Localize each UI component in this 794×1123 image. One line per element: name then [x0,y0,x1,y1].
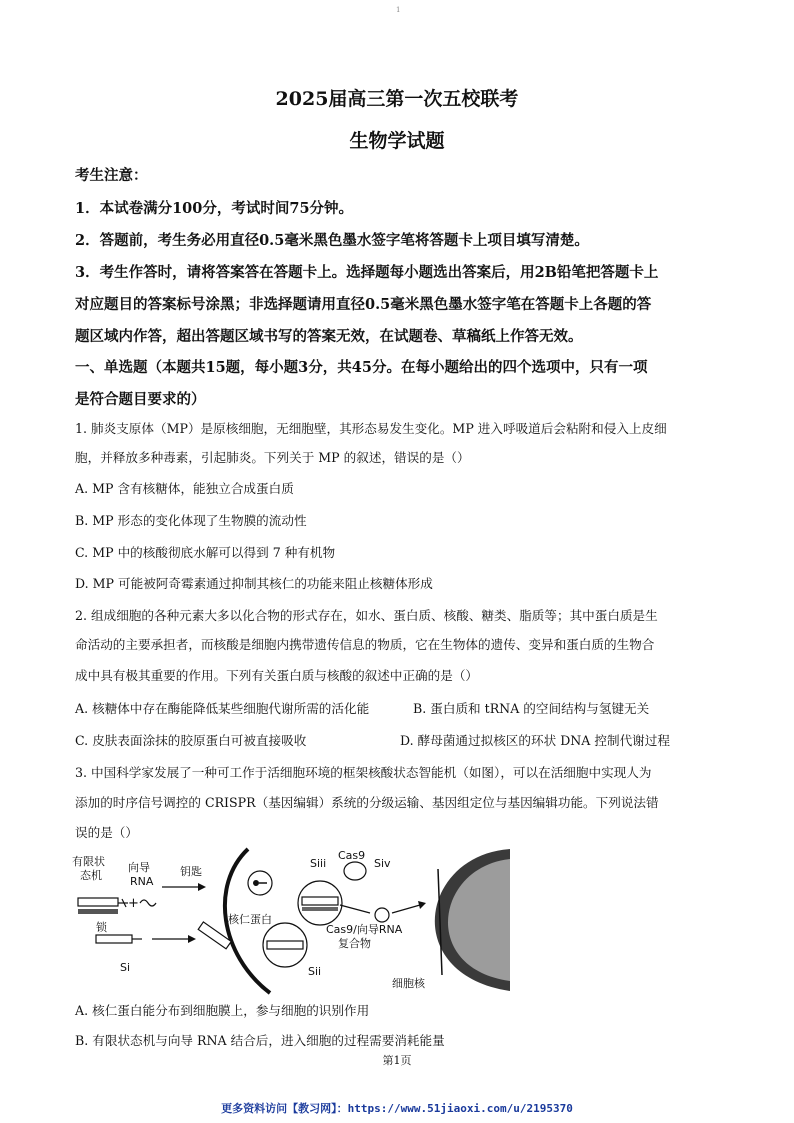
label-si: Si [120,961,131,974]
q2-stem-line-2: 命活动的主要承担者，而核酸是细胞内携带遗传信息的物质，它在生物体的遗传、变异和蛋白质的生物合 [75,637,655,652]
exam-subtitle: 生物学试题 [349,130,445,152]
q1-stem-line-1: 1. 肺炎支原体（MP）是原核细胞，无细胞壁，其形态易发生变化。MP 进入呼吸道后会粘附和侵入上皮细 [75,421,667,436]
label-complex-2: 复合物 [338,937,371,950]
notice-item-3-line-3: 题区域内作答，超出答题区域书写的答案无效，在试题卷、草稿纸上作答无效。 [75,328,583,345]
section-heading-line-1: 一、单选题（本题共15题，每小题3分，共45分。在每小题给出的四个选项中，只有一项 [75,359,648,376]
q3-stem-line-2: 添加的时序信号调控的 CRISPR（基因编辑）系统的分级运输、基因组定位与基因编辑功能。下列说法错 [75,795,659,810]
q3-stem-line-3: 误的是（） [75,825,138,840]
label-nucleus: 细胞核 [392,977,425,990]
q1-option-d: D. MP 可能被阿奇霉素通过抑制其核仁的功能来阻止核糖体形成 [75,576,433,591]
q2-stem-line-3: 成中具有极其重要的作用。下列有关蛋白质与核酸的叙述中正确的是（） [75,668,478,683]
section-heading-line-2: 是符合题目要求的） [75,391,206,408]
page-number: 第1页 [382,1054,412,1067]
label-cas9: Cas9 [338,849,366,862]
q3-figure [70,845,510,995]
label-key: 钥匙 [180,865,202,878]
label-state-machine-2: 态机 [80,869,102,882]
footer-link[interactable]: 更多资料访问【教习网】：https://www.51jiaoxi.com/u/2195370 [221,1102,573,1115]
label-guide-2: RNA [130,875,154,888]
notice-item-3-line-1: 3．考生作答时，请将答案答在答题卡上。选择题每小题选出答案后，用2B铅笔把答题卡上 [75,264,659,281]
state-machine-block [78,898,118,906]
q2-option-b: B. 蛋白质和 tRNA 的空间结构与氢键无关 [413,701,650,716]
notice-heading: 考生注意： [75,167,148,184]
notice-item-3-line-2: 对应题目的答案标号涂黑；非选择题请用直径0.5毫米黑色墨水签字笔在答题卡上各题的答 [75,296,652,313]
svg-text:+: + [128,896,139,911]
complex-icon [375,908,389,922]
q3-stem-line-1: 3. 中国科学家发展了一种可工作于活细胞环境的框架核酸状态智能机（如图），可以在活细胞中实现人为 [75,765,652,780]
q1-option-b: B. MP 形态的变化体现了生物膜的流动性 [75,513,307,528]
q2-stem-line-1: 2. 组成细胞的各种元素大多以化合物的形式存在，如水、蛋白质、核酸、糖类、脂质等；其中蛋白质是生 [75,608,658,623]
label-state-machine-1: 有限状 [72,855,105,868]
si-block [96,935,132,943]
guide-rna-icon [140,900,156,906]
q3-figure-diagram [70,845,510,995]
q3-option-a: A. 核仁蛋白能分布到细胞膜上，参与细胞的识别作用 [75,1003,370,1018]
q1-stem-line-2: 胞，并释放多种毒素，引起肺炎。下列关于 MP 的叙述，错误的是（） [75,450,470,465]
notice-item-2: 2．答题前，考生务必用直径0.5毫米黑色墨水签字笔将答题卡上项目填写清楚。 [75,232,589,249]
label-guide-1: 向导 [128,861,150,874]
label-siv: Siv [374,857,391,870]
cas9-blob [344,862,366,880]
page-header-mark: 1 [396,6,401,14]
notice-item-1: 1．本试卷满分100分，考试时间75分钟。 [75,200,354,217]
q1-option-a: A. MP 含有核糖体，能独立合成蛋白质 [75,481,294,496]
label-nucleolin: 核仁蛋白 [228,913,272,926]
q1-option-c: C. MP 中的核酸彻底水解可以得到 7 种有机物 [75,545,336,560]
label-siii: Siii [310,857,327,870]
label-target-gene: 目标基因 [416,855,460,868]
exam-title: 2025届高三第一次五校联考 [275,88,519,110]
q2-option-d: D. 酵母菌通过拟核区的环状 DNA 控制代谢过程 [400,733,670,748]
q2-option-a: A. 核糖体中存在酶能降低某些细胞代谢所需的活化能 [75,701,370,716]
q2-option-c: C. 皮肤表面涂抹的胶原蛋白可被直接吸收 [75,733,307,748]
label-sii: Sii [308,965,322,978]
label-lock: 锁 [96,921,107,934]
label-complex-1: Cas9/向导RNA [326,923,403,936]
lock-bar [78,909,118,914]
q3-option-b: B. 有限状态机与向导 RNA 结合后，进入细胞的过程需要消耗能量 [75,1033,445,1048]
